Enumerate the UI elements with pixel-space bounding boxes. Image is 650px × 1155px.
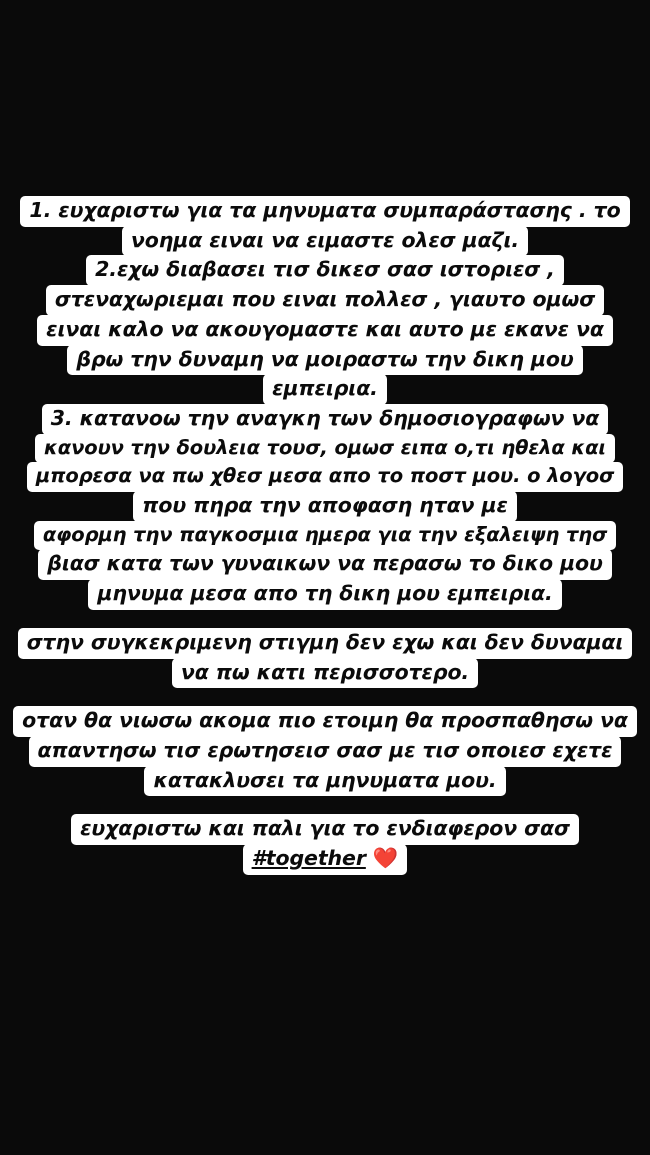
- heart-icon: ❤️: [372, 846, 399, 871]
- paragraph-4: [0, 814, 650, 874]
- text-line: απαντησω τισ ερωτησεισ σασ με τισ οποιεσ εχετε: [29, 736, 622, 767]
- text-line: αφορμη την παγκοσμια ημερα για την εξαλειψη τησ: [34, 521, 616, 551]
- text-line: να πω κατι περισσοτερο.: [172, 658, 478, 689]
- hashtag-together[interactable]: #together: [251, 846, 366, 871]
- text-line: 3. κατανοω την αναγκη των δημοσιογραφων να: [42, 404, 609, 435]
- text-line: νοημα ειναι να ειμαστε ολεσ μαζι.: [122, 226, 528, 257]
- text-line: ευχαριστω και παλι για το ενδιαφερον σασ: [71, 814, 579, 845]
- text-line: εμπειρια.: [263, 374, 387, 405]
- paragraph-1: [0, 196, 650, 610]
- text-line: στεναχωριεμαι που ειναι πολλεσ , γιαυτο ομωσ: [46, 285, 604, 316]
- text-line: βιασ κατα των γυναικων να περασω το δικο μου: [38, 549, 611, 580]
- text-line: στην συγκεκριμενη στιγμη δεν εχω και δεν δυναμαι: [18, 628, 633, 659]
- text-line: 1. ευχαριστω για τα μηνυματα συμπαράστασης . το: [20, 196, 629, 227]
- text-line: ειναι καλο να ακουγομαστε και αυτο με εκανε να: [37, 315, 613, 346]
- text-line: κατακλυσει τα μηνυματα μου.: [144, 766, 505, 797]
- text-line: κανουν την δουλεια τουσ, ομωσ ειπα ο,τι ηθελα και: [35, 434, 615, 464]
- hashtag-line: [243, 844, 408, 875]
- text-line: μηνυμα μεσα απο τη δικη μου εμπειρια.: [88, 579, 561, 610]
- text-line: που πηρα την αποφαση ηταν με: [133, 491, 517, 522]
- text-line: 2.εχω διαβασει τισ δικεσ σασ ιστοριεσ ,: [86, 255, 564, 286]
- story-text-stack: [0, 196, 650, 875]
- paragraph-3: [0, 706, 650, 796]
- text-line: βρω την δυναμη να μοιραστω την δικη μου: [67, 345, 582, 376]
- text-line: μπορεσα να πω χθεσ μεσα απο το ποστ μου. ο λογοσ: [27, 462, 623, 492]
- text-line: οταν θα νιωσω ακομα πιο ετοιμη θα προσπαθησω να: [13, 706, 637, 737]
- paragraph-2: [0, 628, 650, 688]
